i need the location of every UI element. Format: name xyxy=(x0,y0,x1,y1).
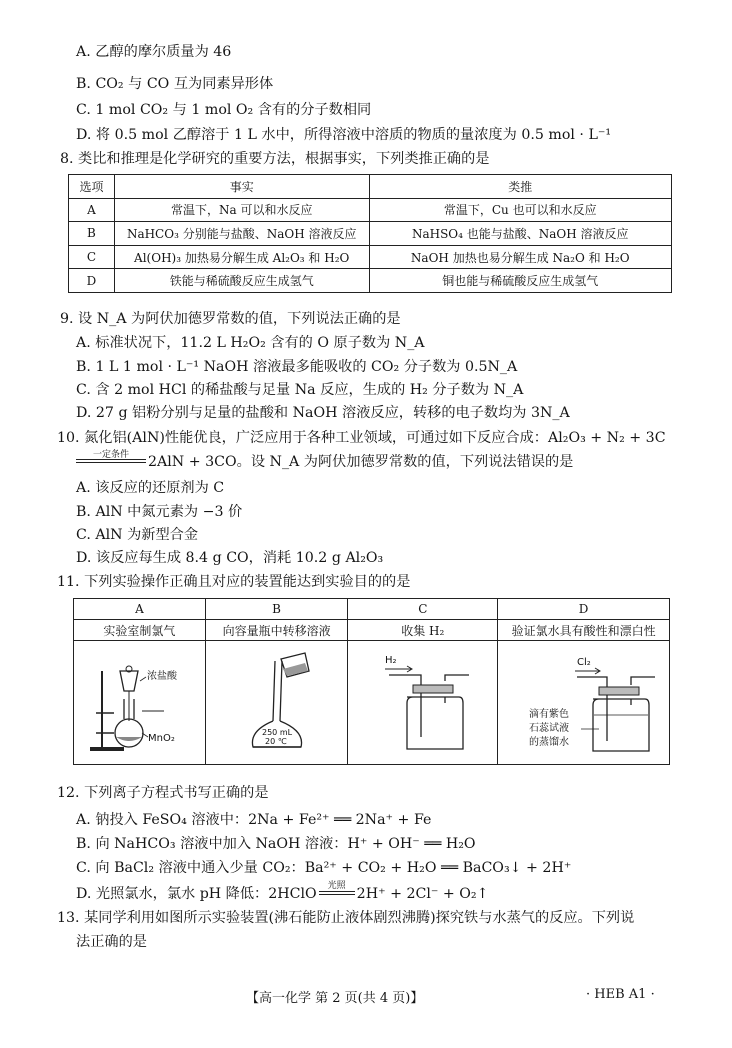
chlorine-water-test-apparatus xyxy=(499,641,669,761)
experiment-purpose: 实验室制氯气 xyxy=(74,620,206,641)
table-row xyxy=(69,245,672,269)
label-flask-temp: 20 ℃ xyxy=(264,737,287,746)
reaction-arrow xyxy=(319,881,355,904)
q10-option-b: B. AlN 中氮元素为 −3 价 xyxy=(76,504,243,520)
table-row xyxy=(69,198,672,222)
apparatus-c-cell xyxy=(348,641,498,765)
table-row xyxy=(74,599,670,620)
apparatus-b-cell xyxy=(205,641,348,765)
q11-stem: 11. 下列实验操作正确且对应的装置能达到实验目的的是 xyxy=(57,574,411,590)
table-cell: 常温下，Na 可以和水反应 xyxy=(114,198,369,222)
label-litmus-3: 的蒸馏水 xyxy=(528,737,569,748)
label-litmus-2: 石蕊试液 xyxy=(528,723,569,734)
table-cell: NaHSO₄ 也能与盐酸、NaOH 溶液反应 xyxy=(369,222,672,246)
q9-option-c: C. 含 2 mol HCl 的稀盐酸与足量 Na 反应，生成的 H₂ 分子数为 N_A xyxy=(76,382,524,398)
experiment-purpose: 验证氯水具有酸性和漂白性 xyxy=(498,620,670,641)
q7-option-b: B. CO₂ 与 CO 互为同素异形体 xyxy=(76,76,274,92)
volumetric-flask-apparatus xyxy=(207,641,347,761)
table-header: 事实 xyxy=(114,175,369,199)
arrow-line-top xyxy=(319,891,355,892)
table-header: 类推 xyxy=(369,175,672,199)
table-cell: 铁能与稀硫酸反应生成氢气 xyxy=(114,269,369,293)
table-cell: NaHCO₃ 分别能与盐酸、NaOH 溶液反应 xyxy=(114,222,369,246)
label-flask-volume: 250 mL xyxy=(261,728,292,737)
label-chlorine: Cl₂ xyxy=(576,657,591,668)
q12-option-d-lhs: D. 光照氯水，氯水 pH 降低：2HClO xyxy=(76,886,317,902)
table-row xyxy=(69,222,672,246)
reaction-condition: 一定条件 xyxy=(92,450,129,460)
option-letter: C xyxy=(348,599,498,620)
table-header: 选项 xyxy=(69,175,115,199)
q7-option-a: A. 乙醇的摩尔质量为 46 xyxy=(76,44,232,60)
q10-stem-tail: 2AlN + 3CO。设 N_A 为阿伏加德罗常数的值，下列说法错误的是 xyxy=(148,454,574,470)
experiment-purpose: 向容量瓶中转移溶液 xyxy=(205,620,348,641)
table-header-row xyxy=(69,175,672,199)
page-footer: 【高一化学 第 2 页(共 4 页)】 xyxy=(246,991,424,1006)
q10-option-d: D. 该反应每生成 8.4 g CO，消耗 10.2 g Al₂O₃ xyxy=(76,550,384,566)
q10-stem-continued xyxy=(76,452,573,472)
q9-option-d: D. 27 g 铝粉分别与足量的盐酸和 NaOH 溶液反应，转移的电子数均为 3N_A xyxy=(76,405,570,421)
q7-option-d: D. 将 0.5 mol 乙醇溶于 1 L 水中，所得溶液中溶质的物质的量浓度为 0.5 mol · L⁻¹ xyxy=(76,127,612,143)
table-cell: NaOH 加热也易分解生成 Na₂O 和 H₂O xyxy=(369,245,672,269)
q10-option-a: A. 该反应的还原剂为 C xyxy=(76,480,225,496)
q11-table xyxy=(73,598,670,765)
arrow-line-bottom xyxy=(319,894,355,895)
q8-stem: 8. 类比和推理是化学研究的重要方法，根据事实，下列类推正确的是 xyxy=(60,151,490,167)
label-litmus-1: 滴有紫色 xyxy=(528,709,569,720)
table-cell: C xyxy=(69,245,115,269)
table-cell: D xyxy=(69,269,115,293)
q10-stem: 10. 氮化铝(AlN)性能优良，广泛应用于各种工业领域，可通过如下反应合成：Al₂O₃ + N₂ + 3C xyxy=(57,430,666,446)
q12-option-b: B. 向 NaHCO₃ 溶液中加入 NaOH 溶液：H⁺ + OH⁻ ══ H₂O xyxy=(76,836,476,852)
page-code: · HEB A1 · xyxy=(586,987,655,1002)
table-row xyxy=(69,269,672,293)
chlorine-generator-apparatus xyxy=(74,641,204,761)
q12-option-d xyxy=(76,881,489,904)
q9-option-b: B. 1 L 1 mol · L⁻¹ NaOH 溶液最多能吸收的 CO₂ 分子数为 0.5N_A xyxy=(76,359,518,375)
table-cell: 常温下，Cu 也可以和水反应 xyxy=(369,198,672,222)
option-letter: D xyxy=(498,599,670,620)
q12-stem: 12. 下列离子方程式书写正确的是 xyxy=(57,785,269,801)
arrow-line-bottom xyxy=(76,462,146,463)
label-mno2: MnO₂ xyxy=(148,733,176,744)
table-cell: A xyxy=(69,198,115,222)
apparatus-d-cell xyxy=(498,641,670,765)
table-cell: 铜也能与稀硫酸反应生成氢气 xyxy=(369,269,672,293)
q12-option-a: A. 钠投入 FeSO₄ 溶液中：2Na + Fe²⁺ ══ 2Na⁺ + Fe xyxy=(76,812,432,828)
q10-option-c: C. AlN 为新型合金 xyxy=(76,527,199,543)
q9-stem: 9. 设 N_A 为阿伏加德罗常数的值，下列说法正确的是 xyxy=(60,311,401,327)
table-row xyxy=(74,620,670,641)
label-hydrogen: H₂ xyxy=(384,655,397,666)
q7-option-c: C. 1 mol CO₂ 与 1 mol O₂ 含有的分子数相同 xyxy=(76,102,372,118)
arrow-line-top xyxy=(76,459,146,460)
q13-stem-line2: 法正确的是 xyxy=(76,934,147,950)
apparatus-a-cell xyxy=(74,641,206,765)
reaction-arrow xyxy=(76,452,146,472)
table-cell: Al(OH)₃ 加热易分解生成 Al₂O₃ 和 H₂O xyxy=(114,245,369,269)
q12-option-c: C. 向 BaCl₂ 溶液中通入少量 CO₂：Ba²⁺ + CO₂ + H₂O ══ BaCO₃↓ + 2H⁺ xyxy=(76,860,572,876)
label-conc-hcl: 浓盐酸 xyxy=(147,671,178,682)
reaction-condition: 光照 xyxy=(327,881,346,891)
q13-stem-line1: 13. 某同学利用如图所示实验装置(沸石能防止液体剧烈沸腾)探究铁与水蒸气的反应。下列说 xyxy=(57,910,635,926)
q9-option-a: A. 标准状况下，11.2 L H₂O₂ 含有的 O 原子数为 N_A xyxy=(76,335,425,351)
q12-option-d-rhs: 2H⁺ + 2Cl⁻ + O₂↑ xyxy=(356,886,489,902)
option-letter: A xyxy=(74,599,206,620)
table-cell: B xyxy=(69,222,115,246)
option-letter: B xyxy=(205,599,348,620)
gas-collection-bottle xyxy=(349,641,497,761)
q8-table xyxy=(68,174,672,293)
experiment-purpose: 收集 H₂ xyxy=(348,620,498,641)
table-row xyxy=(74,641,670,765)
